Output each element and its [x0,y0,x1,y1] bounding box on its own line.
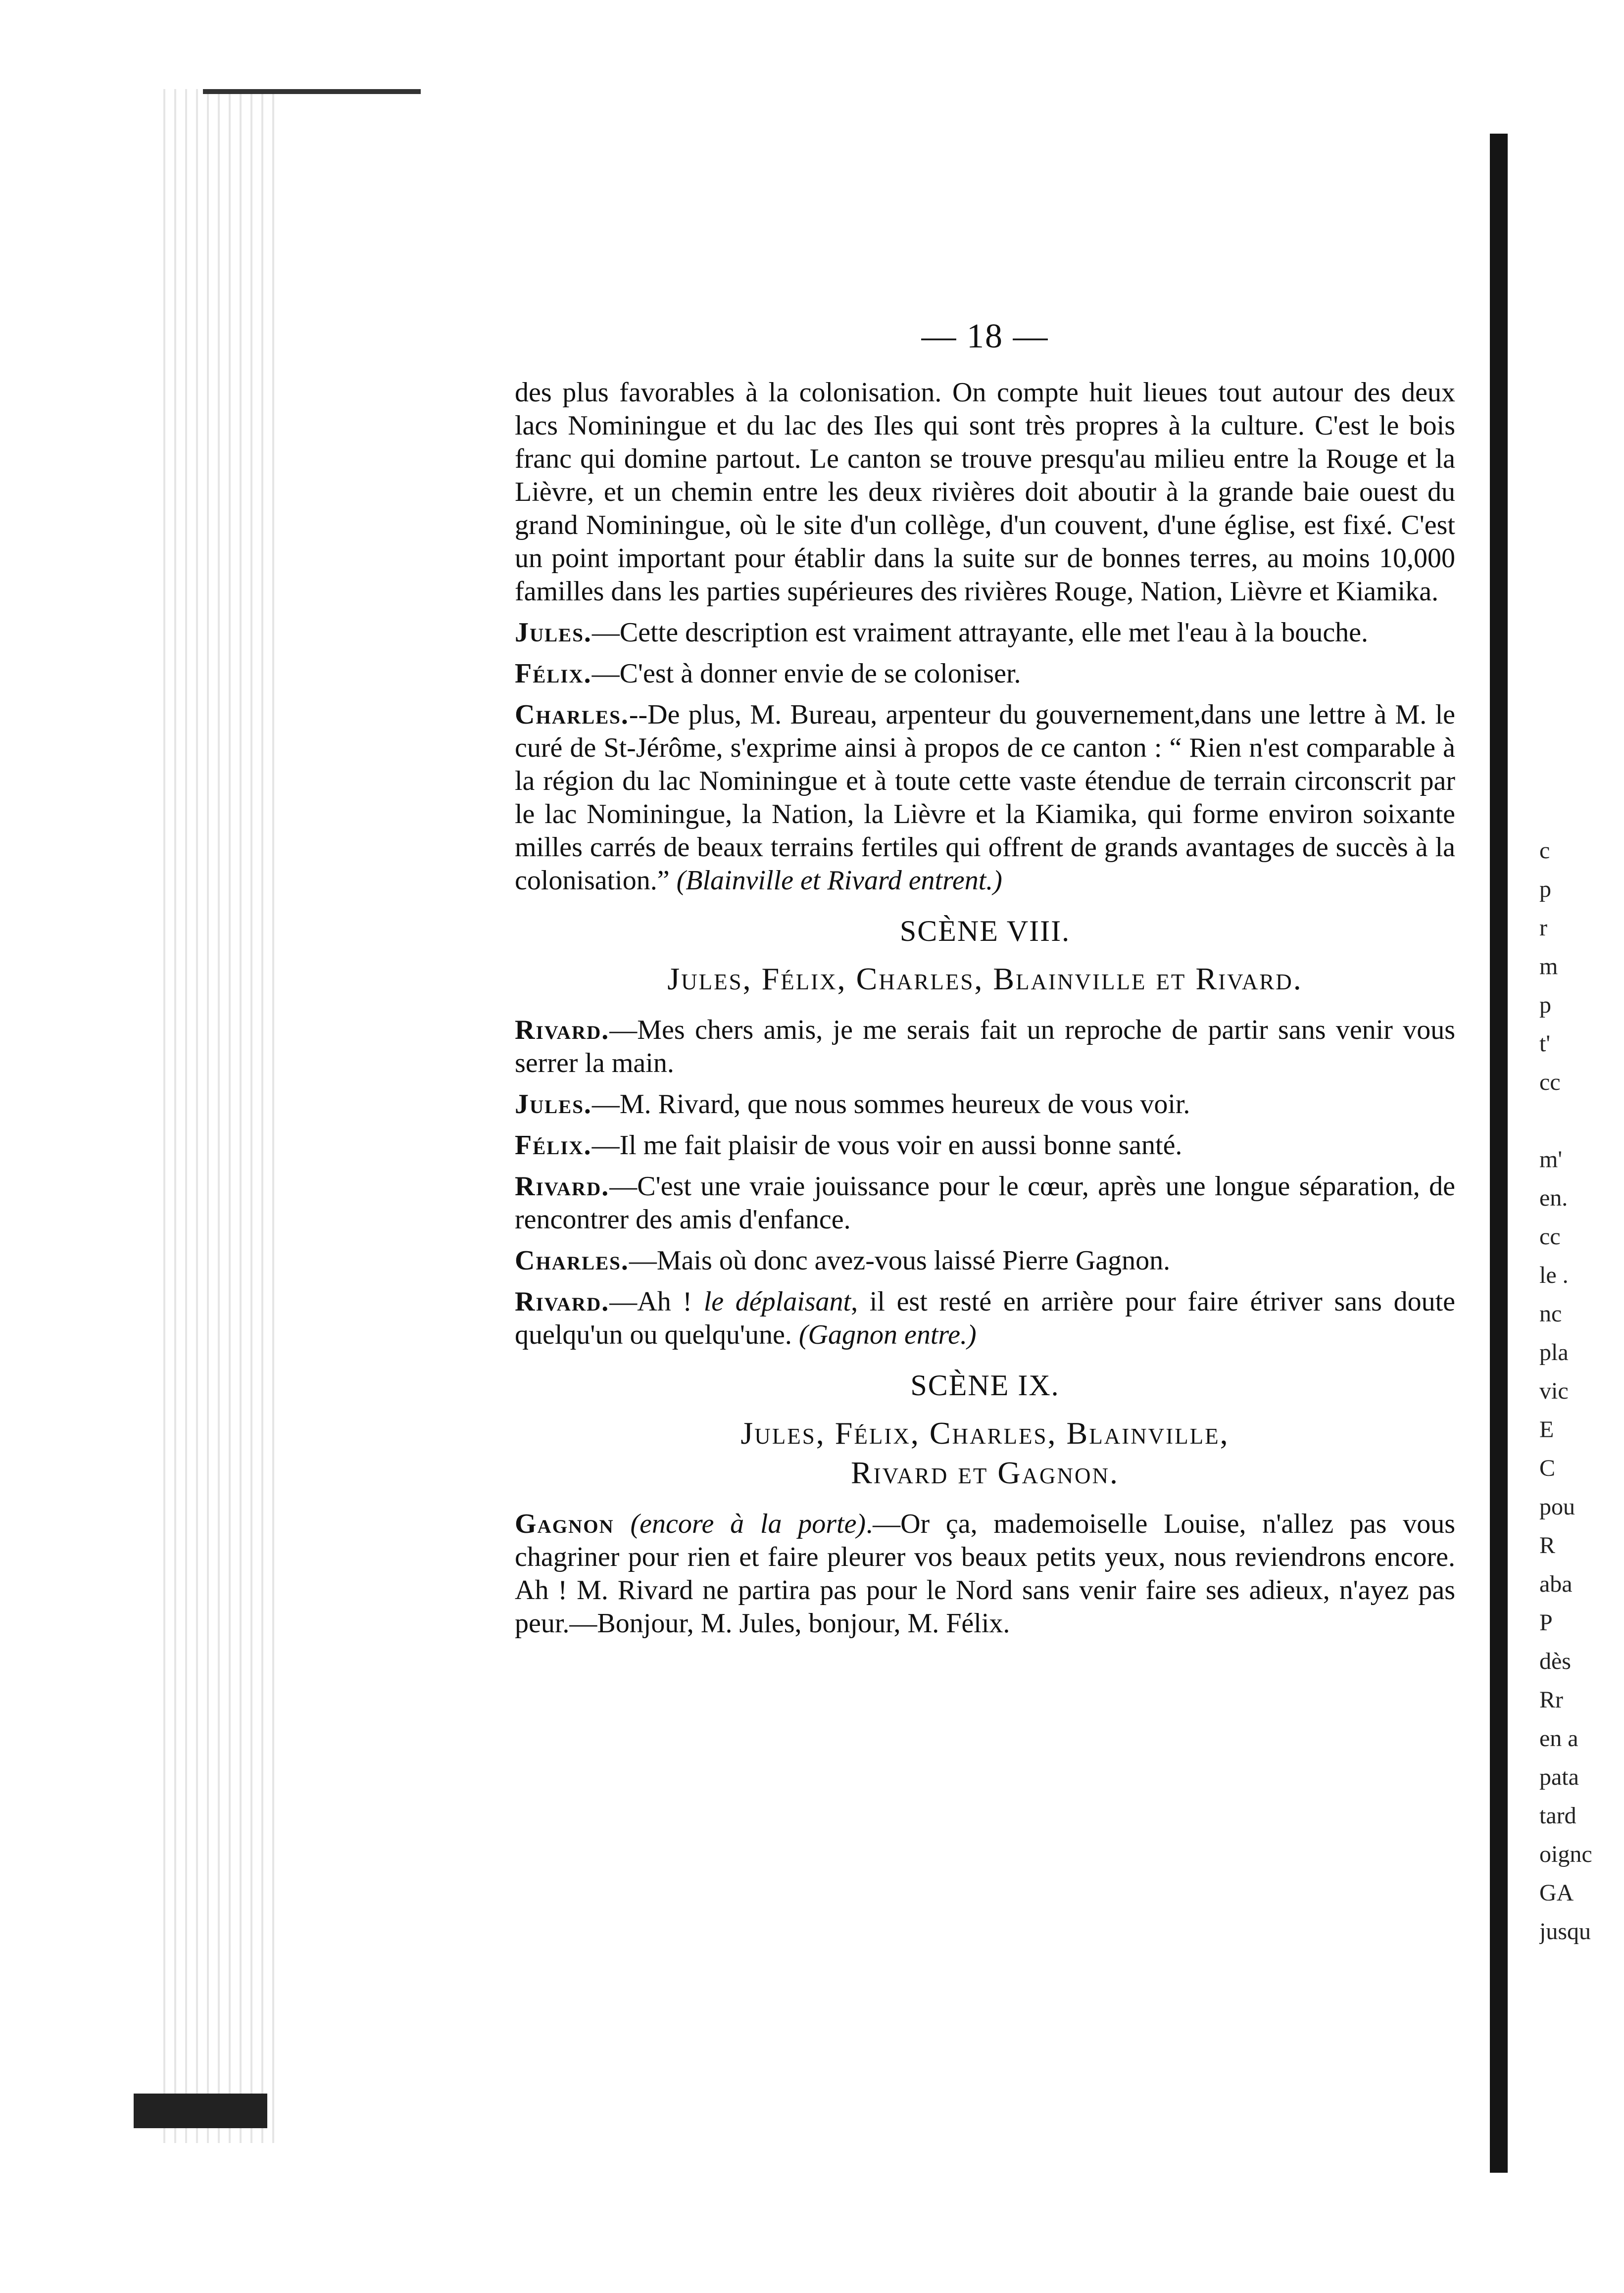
fragment-line: dès [1539,1648,1571,1674]
dialogue-line [515,1014,1455,1080]
speaker-name: Gagnon [515,1509,614,1539]
speaker-name: Rivard. [515,1015,610,1045]
fragment-line: m' [1539,1146,1562,1172]
scene-cast-line: Jules, Félix, Charles, Blainville, [740,1415,1230,1451]
fragment-line: en. [1539,1185,1568,1211]
stage-direction: (Gagnon entre.) [798,1319,977,1350]
page-edge-mark [203,89,421,94]
fragment-line: jusqu [1539,1918,1591,1945]
fragment-line: Rr [1539,1687,1563,1713]
fragment-line: vic [1539,1378,1569,1404]
scene-cast: Jules, Félix, Charles, Blainville et Rivard. [667,961,1303,996]
fragment-line: p [1539,876,1551,902]
fragment-line: m [1539,953,1558,979]
dialogue-text: —Il me fait plaisir de vous voir en aussi bonne santé. [591,1130,1182,1161]
dialogue-line [515,657,1455,690]
dialogue-line [515,698,1455,897]
speaker-name: Jules. [515,1089,592,1120]
dialogue-text: —Cette description est vraiment attrayante, elle met l'eau à la bouche. [591,617,1369,648]
dialogue-line [515,1285,1455,1352]
fragment-line: aba [1539,1571,1573,1597]
fragment-line: en a [1539,1725,1578,1752]
stage-direction: (encore à la porte) [630,1509,866,1539]
fragment-line: C [1539,1455,1556,1481]
fragment-line [1539,1102,1624,1140]
adjacent-page-fragment [1539,831,1624,1951]
fragment-line: p [1539,992,1551,1018]
narrative-paragraph: des plus favorables à la colonisation. On compte huit lieues tout autour des deux lacs Nominingue et du lac des Iles qui sont très propres à la culture. C'est le bois franc qui domine partout. Le canton se trouve presqu'au milieu entre la Rouge et la Lièvre, et un chemin entre les deux rivières doit aboutir à la grande baie ouest du grand Nominingue, où le site d'un collège, d'un couvent, d'une église, est fixé. C'est un point important pour établir dans la suite sur de bonnes terres, au moins 10,000 familles dans les parties supérieures des rivières Rouge, Nation, Lièvre et Kiamika. [515,377,1455,607]
fragment-line: nc [1539,1301,1562,1327]
dialogue-line [515,616,1455,649]
speaker-name: Félix. [515,658,592,689]
dialogue-line [515,1129,1455,1162]
page-body [515,317,1455,1648]
dialogue-line [515,1088,1455,1121]
scene-heading: SCÈNE VIII. [899,915,1071,947]
page-fold-shadow [1490,134,1508,2173]
speaker-name: Jules. [515,617,592,648]
dialogue-line [515,1170,1455,1236]
page-number: — 18 — [921,317,1049,355]
scene-cast-line: Rivard et Gagnon. [850,1455,1120,1490]
binding-shadow [134,2094,267,2128]
dialogue-text: —C'est une vraie jouissance pour le cœur, après une longue séparation, de rencontrer des amis d'enfance. [515,1171,1455,1235]
stage-direction: (Blainville et Rivard entrent.) [676,865,1002,896]
fragment-line: E [1539,1416,1554,1443]
speaker-name: Charles. [515,699,629,730]
fragment-line: le . [1539,1262,1569,1288]
speaker-name: Félix. [515,1130,592,1161]
dialogue-text: —C'est à donner envie de se coloniser. [591,658,1021,689]
fragment-line: pata [1539,1764,1579,1790]
fragment-line: GA [1539,1880,1574,1906]
dialogue-emphasis: le déplaisant [703,1286,851,1317]
scene-heading: SCÈNE IX. [910,1369,1060,1402]
fragment-line: pou [1539,1494,1575,1520]
fragment-line: c [1539,837,1550,864]
fragment-line: P [1539,1610,1553,1636]
fragment-line: R [1539,1532,1556,1559]
dialogue-text: .—Or ça, mademoiselle Louise, n'allez pas vous chagriner pour rien et faire pleurer vos beaux petits yeux, nous reviendrons encore. Ah ! M. Rivard ne partira pas pour le Nord sans venir faire ses adieux, n'ayez pas peur.—Bonjour, M. Jules, bonjour, M. Félix. [515,1509,1456,1639]
speaker-name: Rivard. [515,1286,610,1317]
dialogue-text: —Mes chers amis, je me serais fait un reproche de partir sans venir vous serrer la main. [515,1015,1455,1078]
fragment-line: r [1539,915,1547,941]
binding-gutter [163,89,277,2143]
dialogue-line [515,1244,1455,1277]
fragment-line: pla [1539,1339,1569,1366]
dialogue-line [515,1508,1455,1640]
fragment-line: cc [1539,1223,1561,1250]
dialogue-text: , il est resté en arrière pour faire étriver sans doute quelqu'un ou quelqu'une. [515,1286,1455,1350]
speaker-name: Charles. [515,1245,629,1276]
dialogue-text: —Ah ! [609,1286,704,1317]
dialogue-text: —Mais où donc avez-vous laissé Pierre Gagnon. [629,1245,1171,1276]
dialogue-text: --De plus, M. Bureau, arpenteur du gouvernement,dans une lettre à M. le curé de St-Jérôme, s'exprime ainsi à propos de ce canton : “ Rien n'est comparable à la région du lac Nominingue et à toute cette vaste étendue de terrain circonscrit par le lac Nominingue, la Nation, la Lièvre et la Kiamika, qui forme environ soixante milles carrés de beaux terrains fertiles qui offrent de grands avantages de succès à la colonisation.” [515,699,1455,896]
fragment-line: tard [1539,1803,1576,1829]
fragment-line: oignc [1539,1841,1592,1867]
dialogue-text: —M. Rivard, que nous sommes heureux de vous voir. [591,1089,1190,1120]
scene-cast [515,1414,1455,1493]
speaker-name: Rivard. [515,1171,610,1202]
fragment-line: t' [1539,1030,1550,1057]
fragment-line: cc [1539,1069,1561,1095]
